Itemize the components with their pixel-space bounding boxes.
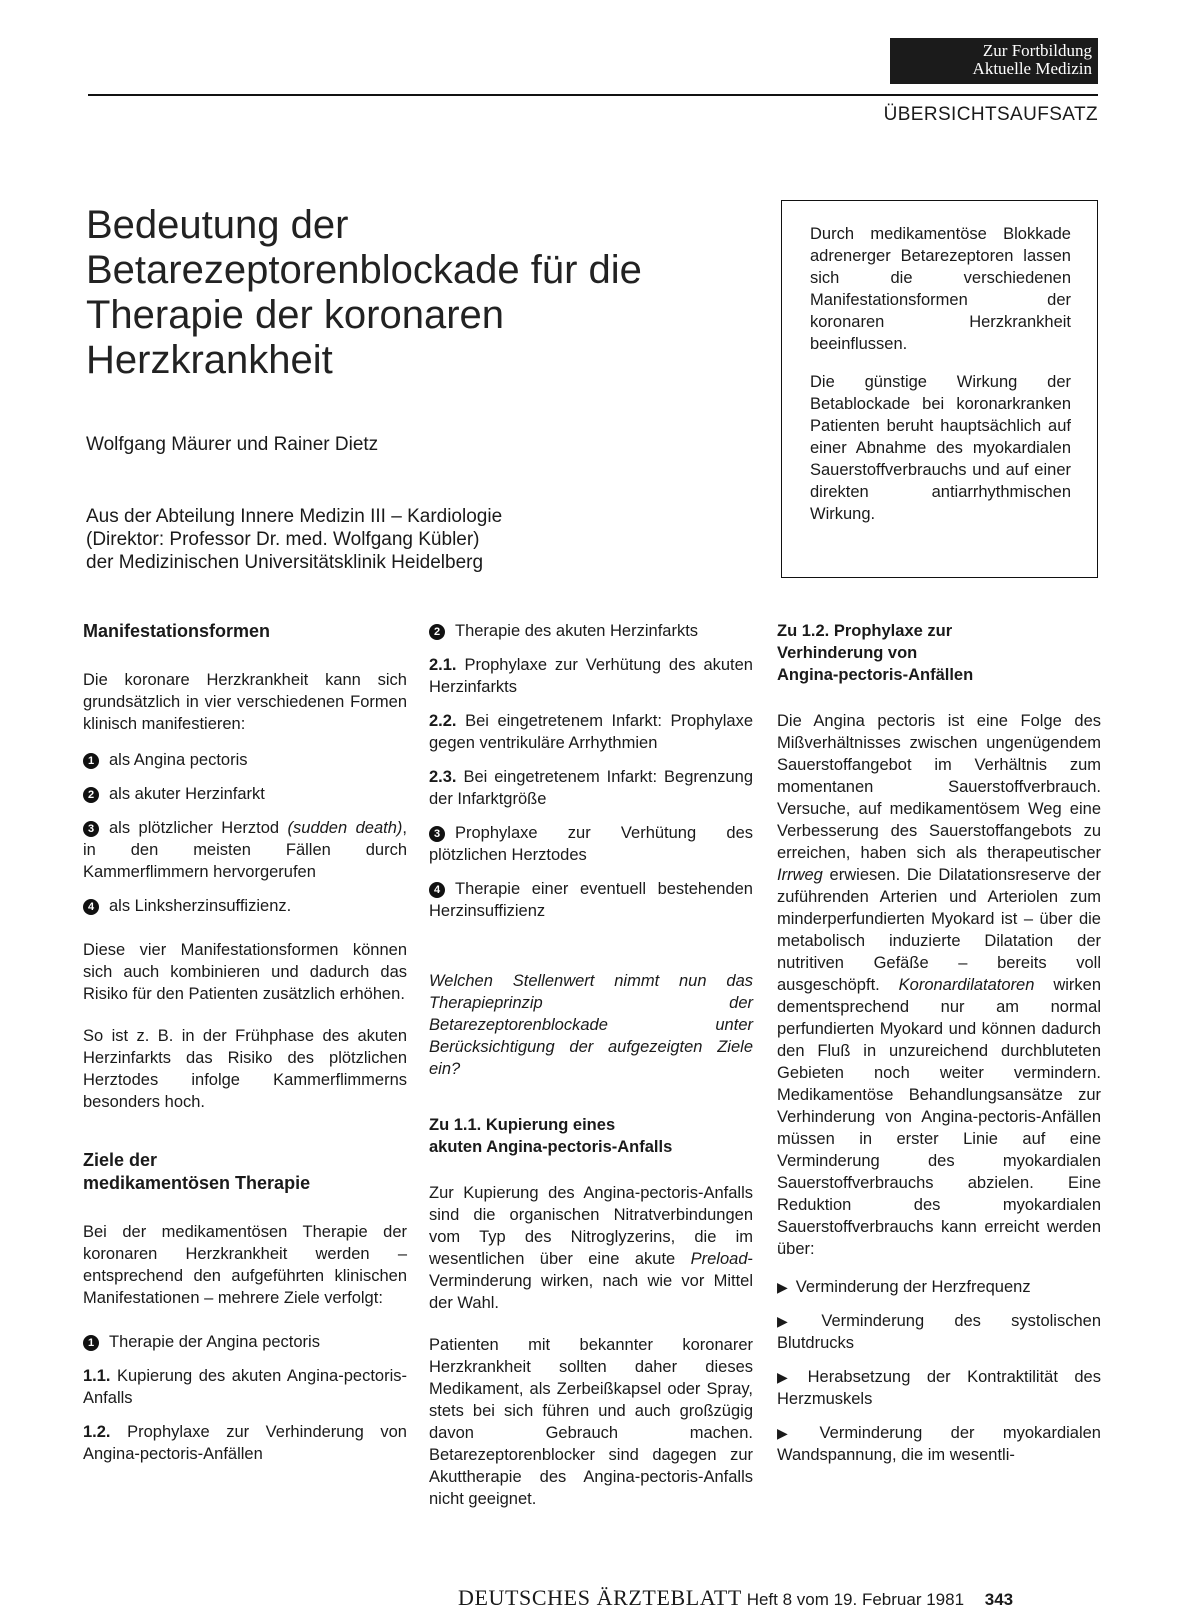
article-affiliation xyxy=(86,505,502,574)
list-item-text: als akuter Herzinfarkt xyxy=(109,785,265,803)
heading-line: Verhinderung von xyxy=(777,644,918,662)
text-column-2 xyxy=(429,620,753,1524)
list-item-text: als Linksherzinsuffizienz. xyxy=(109,897,292,915)
triangle-bullet-icon: ▶ xyxy=(777,1279,788,1295)
goal-text: Therapie des akuten Herzinfarkts xyxy=(455,622,699,640)
number-badge: 3 xyxy=(83,821,99,837)
italic-term: Irrweg xyxy=(777,866,823,884)
body-paragraph xyxy=(429,1182,753,1314)
goal-text: Prophylaxe zur Verhütung des plötzlichen Herztodes xyxy=(429,824,753,864)
goal-text: Bei eingetretenem Infarkt: Begrenzung der Infarktgröße xyxy=(429,768,753,808)
body-paragraph: Diese vier Manifestationsformen können sich auch kombinieren und dadurch das Risiko für den Patienten zusätzlich erhöhen. xyxy=(83,941,407,1003)
goal-text: Bei eingetretenem Infarkt: Prophylaxe gegen ventrikuläre Arrhythmien xyxy=(429,712,753,752)
heading-line: Angina-pectoris-Anfällen xyxy=(777,666,974,684)
text-column-1 xyxy=(83,620,407,1477)
text-span: Die Angina pectoris ist eine Folge des Mißverhältnisses zwischen ungenügendem Sauerstoffangebot im Verhältnis zum momentanen Sauerstoffverbrauch. Versuche, auf medikamentösem Weg eine Verbesserung des Sauerstoffangebots zu erreichen, haben sich als therapeutischer xyxy=(777,712,1101,862)
list-item xyxy=(83,783,407,805)
bullet-text: Verminderung des systolischen Blutdrucks xyxy=(777,1312,1101,1352)
body-paragraph xyxy=(777,710,1101,1260)
triangle-bullet-icon: ▶ xyxy=(777,1425,812,1441)
bullet-text: Verminderung der myokardialen Wandspannung, die im wesentli- xyxy=(777,1424,1101,1464)
triangle-bullet-icon: ▶ xyxy=(777,1313,814,1329)
number-badge: 2 xyxy=(429,624,445,640)
summary-box xyxy=(781,200,1098,578)
affiliation-line: der Medizinischen Universitätsklinik Heidelberg xyxy=(86,552,484,573)
page-number: 343 xyxy=(984,1590,1014,1609)
goal-item xyxy=(429,766,753,810)
list-item-text: als plötzlicher Herztod xyxy=(109,819,288,837)
text-span: wirken dementsprechend nur am normal perfundierten Myokard und können dadurch den Fluß in unzureichend durchbluteten Gebieten noch weiter vermindern. Medikamentöse Behandlungsansätze zur Verhinderung von Angina-pectoris-Anfällen müssen in erster Linie auf eine Verminderung des myokardialen Sauerstoffverbrauchs abzielen. Eine Reduktion des myokardialen Sauerstoffverbrauchs kann erreicht werden über: xyxy=(777,976,1102,1258)
header-rule xyxy=(88,94,1098,96)
journal-name: DEUTSCHES ÄRZTEBLATT xyxy=(458,1585,742,1610)
bullet-item xyxy=(777,1422,1101,1466)
goal-item xyxy=(83,1365,407,1409)
heading-line: Ziele der xyxy=(83,1150,158,1170)
section-tag-box xyxy=(890,38,1098,84)
list-item-text: , in den meisten Fällen durch Kammerflimmern hervorgerufen xyxy=(83,819,407,881)
number-badge: 1 xyxy=(83,753,99,769)
goal-item xyxy=(429,822,753,866)
heading-zu-1-2 xyxy=(777,620,1101,686)
body-paragraph: Die koronare Herzkrankheit kann sich grundsätzlich in vier verschiedenen Formen klinisch manifestieren: xyxy=(83,671,407,733)
issue-info: Heft 8 vom 19. Februar 1981 xyxy=(746,1590,965,1609)
summary-paragraph: Durch medikamentöse Blokkade adrenerger Betarezeptoren lassen sich die verschiedenen Manifestationsformen der koronaren Herzkrankheit beeinflussen. xyxy=(810,225,1071,353)
tag-line-aktuelle-medizin: Aktuelle Medizin xyxy=(972,59,1092,78)
goal-item xyxy=(429,878,753,922)
body-paragraph: Patienten mit bekannter koronarer Herzkrankheit sollten daher dieses Medikament, als Zerbeißkapsel oder Spray, stets bei sich führen und auch großzügig davon Gebrauch machen. Betarezeptorenblocker sind dagegen zur Akuttherapie des Angina-pectoris-Anfalls nicht geeignet. xyxy=(429,1336,753,1508)
list-item xyxy=(83,749,407,771)
list-item xyxy=(83,817,407,883)
text-column-3 xyxy=(777,620,1101,1478)
bullet-item xyxy=(777,1276,1101,1298)
goal-text: Prophylaxe zur Verhütung des akuten Herzinfarkts xyxy=(429,656,753,696)
heading-manifestationsformen: Manifestationsformen xyxy=(83,621,271,641)
number-badge: 4 xyxy=(83,899,99,915)
text-span: Zur Kupierung des Angina-pectoris-Anfalls sind die organischen Nitratverbindungen vom Typ des Nitroglyzerins, die im wesentlichen über eine akute xyxy=(429,1184,753,1268)
goal-number: 2.2. xyxy=(429,712,457,730)
affiliation-line: Aus der Abteilung Innere Medizin III – Kardiologie xyxy=(86,506,503,527)
bullet-text: Herabsetzung der Kontraktilität des Herzmuskels xyxy=(777,1368,1101,1408)
number-badge: 2 xyxy=(83,787,99,803)
goal-item xyxy=(429,654,753,698)
goal-item xyxy=(83,1331,407,1353)
goal-text: Kupierung des akuten Angina-pectoris-Anfalls xyxy=(83,1367,407,1407)
number-badge: 4 xyxy=(429,882,445,898)
goal-number: 1.2. xyxy=(83,1423,111,1441)
triangle-bullet-icon: ▶ xyxy=(777,1369,800,1385)
list-item xyxy=(83,895,407,917)
list-item-text: als Angina pectoris xyxy=(109,751,248,769)
heading-ziele xyxy=(83,1149,407,1195)
goal-number: 2.3. xyxy=(429,768,457,786)
page-footer xyxy=(458,1585,1098,1611)
goal-text: Prophylaxe zur Verhinderung von Angina-pectoris-Anfällen xyxy=(83,1423,407,1463)
bullet-item xyxy=(777,1366,1101,1410)
number-badge: 3 xyxy=(429,826,445,842)
heading-line: medikamentösen Therapie xyxy=(83,1173,311,1193)
affiliation-line: (Direktor: Professor Dr. med. Wolfgang Kübler) xyxy=(86,529,480,550)
article-title: Bedeutung der Betarezeptorenblockade für die Therapie der koronaren Herzkrankheit xyxy=(86,203,642,382)
section-label: ÜBERSICHTSAUFSATZ xyxy=(883,104,1098,125)
text-span: erwiesen. Die Dilatationsreserve der zuführenden Arterien und Arteriolen zum minderperfundierten Myokard ist – über die metabolisch induzierte Dilatation der nutritiven Gefäße – bereits voll ausgeschöpft. xyxy=(777,866,1101,994)
goal-text: Therapie einer eventuell bestehenden Herzinsuffizienz xyxy=(429,880,753,920)
goal-item xyxy=(83,1421,407,1465)
bullet-item xyxy=(777,1310,1101,1354)
question-paragraph: Welchen Stellenwert nimmt nun das Therapieprinzip der Betarezeptorenblockade unter Berücksichtigung der aufgezeigten Ziele ein? xyxy=(429,972,753,1078)
italic-term: Preload xyxy=(690,1250,748,1268)
goal-item xyxy=(429,620,753,642)
heading-line: akuten Angina-pectoris-Anfalls xyxy=(429,1138,673,1156)
body-paragraph: Bei der medikamentösen Therapie der koronaren Herzkrankheit werden – entsprechend den aufgeführten klinischen Manifestationen – mehrere Ziele verfolgt: xyxy=(83,1223,407,1307)
text-span: -Verminderung wirken, nach wie vor Mittel der Wahl. xyxy=(429,1250,753,1312)
list-item-italic: (sudden death) xyxy=(287,819,403,837)
heading-line: Zu 1.2. Prophylaxe zur xyxy=(777,622,953,640)
article-authors: Wolfgang Mäurer und Rainer Dietz xyxy=(86,434,379,455)
goal-number: 1.1. xyxy=(83,1367,111,1385)
goal-text: Therapie der Angina pectoris xyxy=(109,1333,320,1351)
body-paragraph: So ist z. B. in der Frühphase des akuten Herzinfarkts das Risiko des plötzlichen Herztodes infolge Kammerflimmerns besonders hoch. xyxy=(83,1027,407,1111)
tag-line-fortbildung: Zur Fortbildung xyxy=(982,41,1092,60)
goal-item xyxy=(429,710,753,754)
italic-term: Koronardilatatoren xyxy=(898,976,1035,994)
bullet-text: Verminderung der Herzfrequenz xyxy=(795,1278,1031,1296)
number-badge: 1 xyxy=(83,1335,99,1351)
summary-paragraph: Die günstige Wirkung der Betablockade bei koronarkranken Patienten beruht hauptsächlich auf einer Abnahme des myokardialen Sauerstoffverbrauchs und auf einer direkten antiarrhythmischen Wirkung. xyxy=(810,373,1071,523)
goal-number: 2.1. xyxy=(429,656,457,674)
heading-zu-1-1 xyxy=(429,1114,753,1158)
heading-line: Zu 1.1. Kupierung eines xyxy=(429,1116,616,1134)
